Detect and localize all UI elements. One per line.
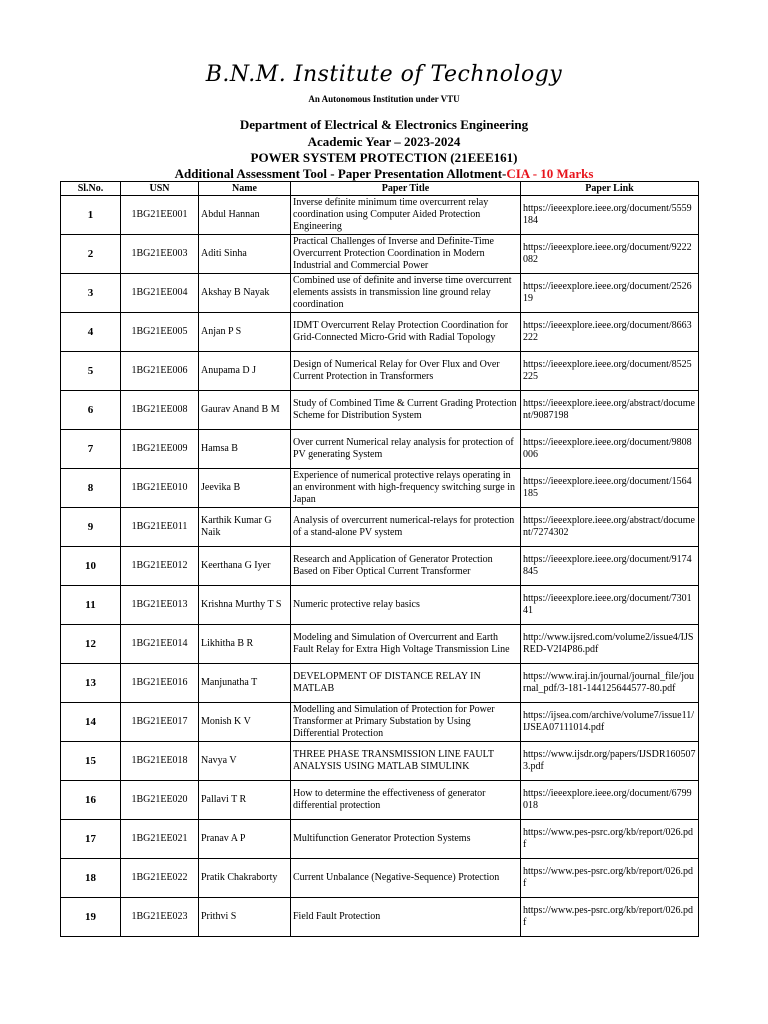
- cell-paper-link[interactable]: https://ieeexplore.ieee.org/document/8525225: [521, 352, 699, 391]
- cell-name: Anjan P S: [199, 313, 291, 352]
- cell-usn: 1BG21EE023: [121, 898, 199, 937]
- cell-slno: 19: [61, 898, 121, 937]
- cell-slno: 18: [61, 859, 121, 898]
- cell-slno: 11: [61, 586, 121, 625]
- cell-name: Navya V: [199, 742, 291, 781]
- column-header-slno: Sl.No.: [61, 182, 121, 196]
- cell-paper-title: Combined use of definite and inverse time overcurrent elements assists in transmission line ground relay coordination: [291, 274, 521, 313]
- column-header-paper-title: Paper Title: [291, 182, 521, 196]
- cell-slno: 13: [61, 664, 121, 703]
- table-row: [61, 625, 699, 664]
- cell-paper-link[interactable]: https://ieeexplore.ieee.org/document/5559184: [521, 196, 699, 235]
- cell-name: Hamsa B: [199, 430, 291, 469]
- cell-name: Likhitha B R: [199, 625, 291, 664]
- cell-name: Pratik Chakraborty: [199, 859, 291, 898]
- cell-usn: 1BG21EE011: [121, 508, 199, 547]
- table-row: [61, 742, 699, 781]
- cell-usn: 1BG21EE021: [121, 820, 199, 859]
- cell-paper-title: Experience of numerical protective relays operating in an environment with high-frequency switching surge in Japan: [291, 469, 521, 508]
- cell-paper-link[interactable]: https://www.pes-psrc.org/kb/report/026.pdf: [521, 859, 699, 898]
- cell-paper-link[interactable]: https://www.pes-psrc.org/kb/report/026.pdf: [521, 820, 699, 859]
- table-row: [61, 703, 699, 742]
- table-row: [61, 313, 699, 352]
- cell-slno: 12: [61, 625, 121, 664]
- cia-marks: CIA - 10 Marks: [506, 166, 594, 181]
- institute-subtitle: An Autonomous Institution under VTU: [308, 94, 460, 104]
- cell-paper-title: Design of Numerical Relay for Over Flux and Over Current Protection in Transformers: [291, 352, 521, 391]
- table-row: [61, 196, 699, 235]
- cell-paper-link[interactable]: https://ieeexplore.ieee.org/document/6799018: [521, 781, 699, 820]
- cell-name: Gaurav Anand B M: [199, 391, 291, 430]
- cell-name: Jeevika B: [199, 469, 291, 508]
- cell-paper-title: Research and Application of Generator Protection Based on Fiber Optical Current Transformer: [291, 547, 521, 586]
- cell-paper-title: THREE PHASE TRANSMISSION LINE FAULT ANALYSIS USING MATLAB SIMULINK: [291, 742, 521, 781]
- table-body: [61, 196, 699, 937]
- table-row: [61, 664, 699, 703]
- table-row: [61, 781, 699, 820]
- cell-usn: 1BG21EE014: [121, 625, 199, 664]
- assessment-tool-line: [0, 165, 768, 182]
- cell-name: Krishna Murthy T S: [199, 586, 291, 625]
- table-row: [61, 508, 699, 547]
- cell-paper-link[interactable]: https://www.iraj.in/journal/journal_file/journal_pdf/3-181-144125644577-80.pdf: [521, 664, 699, 703]
- cell-paper-link[interactable]: https://ieeexplore.ieee.org/document/1564185: [521, 469, 699, 508]
- cell-usn: 1BG21EE008: [121, 391, 199, 430]
- cell-paper-link[interactable]: https://ieeexplore.ieee.org/abstract/document/9087198: [521, 391, 699, 430]
- cell-usn: 1BG21EE003: [121, 235, 199, 274]
- table-row: [61, 586, 699, 625]
- column-header-usn: USN: [121, 182, 199, 196]
- cell-slno: 6: [61, 391, 121, 430]
- table-row: [61, 820, 699, 859]
- institute-name: B.N.M. Institute of Technology: [205, 62, 563, 87]
- cell-slno: 14: [61, 703, 121, 742]
- cell-slno: 16: [61, 781, 121, 820]
- cell-usn: 1BG21EE012: [121, 547, 199, 586]
- cell-paper-link[interactable]: https://ieeexplore.ieee.org/abstract/document/7274302: [521, 508, 699, 547]
- cell-name: Pranav A P: [199, 820, 291, 859]
- allotment-table: [60, 181, 699, 937]
- table-row: [61, 391, 699, 430]
- cell-paper-link[interactable]: http://www.ijsred.com/volume2/issue4/IJSRED-V2I4P86.pdf: [521, 625, 699, 664]
- table-row: [61, 235, 699, 274]
- cell-slno: 9: [61, 508, 121, 547]
- cell-paper-title: Practical Challenges of Inverse and Definite-Time Overcurrent Protection Coordination in Modern Industrial and Commercial Power: [291, 235, 521, 274]
- cell-paper-title: Current Unbalance (Negative-Sequence) Protection: [291, 859, 521, 898]
- cell-usn: 1BG21EE010: [121, 469, 199, 508]
- cell-usn: 1BG21EE009: [121, 430, 199, 469]
- table-row: [61, 898, 699, 937]
- cell-paper-title: Over current Numerical relay analysis for protection of PV generating System: [291, 430, 521, 469]
- cell-name: Abdul Hannan: [199, 196, 291, 235]
- cell-paper-link[interactable]: https://ieeexplore.ieee.org/document/8663222: [521, 313, 699, 352]
- course-title: POWER SYSTEM PROTECTION (21EEE161): [250, 150, 518, 165]
- cell-paper-title: How to determine the effectiveness of generator differential protection: [291, 781, 521, 820]
- academic-year: Academic Year – 2023-2024: [307, 134, 461, 149]
- cell-paper-title: Study of Combined Time & Current Grading Protection Scheme for Distribution System: [291, 391, 521, 430]
- table-row: [61, 859, 699, 898]
- cell-slno: 1: [61, 196, 121, 235]
- table-row: [61, 352, 699, 391]
- cell-paper-title: Modelling and Simulation of Protection for Power Transformer at Primary Substation by Using Differential Protection: [291, 703, 521, 742]
- table-row: [61, 469, 699, 508]
- cell-name: Keerthana G Iyer: [199, 547, 291, 586]
- cell-usn: 1BG21EE020: [121, 781, 199, 820]
- cell-name: Akshay B Nayak: [199, 274, 291, 313]
- cell-usn: 1BG21EE001: [121, 196, 199, 235]
- cell-usn: 1BG21EE005: [121, 313, 199, 352]
- cell-paper-link[interactable]: https://ieeexplore.ieee.org/document/9174845: [521, 547, 699, 586]
- cell-paper-link[interactable]: https://ieeexplore.ieee.org/document/9222082: [521, 235, 699, 274]
- cell-slno: 5: [61, 352, 121, 391]
- cell-slno: 15: [61, 742, 121, 781]
- cell-name: Monish K V: [199, 703, 291, 742]
- cell-paper-title: IDMT Overcurrent Relay Protection Coordination for Grid-Connected Micro-Grid with Radial Topology: [291, 313, 521, 352]
- cell-slno: 17: [61, 820, 121, 859]
- cell-paper-link[interactable]: https://www.ijsdr.org/papers/IJSDR1605073.pdf: [521, 742, 699, 781]
- cell-usn: 1BG21EE006: [121, 352, 199, 391]
- cell-name: Anupama D J: [199, 352, 291, 391]
- cell-usn: 1BG21EE004: [121, 274, 199, 313]
- cell-paper-title: DEVELOPMENT OF DISTANCE RELAY IN MATLAB: [291, 664, 521, 703]
- column-header-paper-link: Paper Link: [521, 182, 699, 196]
- cell-name: Manjunatha T: [199, 664, 291, 703]
- cell-usn: 1BG21EE016: [121, 664, 199, 703]
- cell-usn: 1BG21EE017: [121, 703, 199, 742]
- cell-usn: 1BG21EE013: [121, 586, 199, 625]
- cell-slno: 8: [61, 469, 121, 508]
- cell-paper-title: Multifunction Generator Protection Systems: [291, 820, 521, 859]
- cell-paper-title: Inverse definite minimum time overcurrent relay coordination using Computer Aided Protection Engineering: [291, 196, 521, 235]
- cell-usn: 1BG21EE018: [121, 742, 199, 781]
- cell-slno: 4: [61, 313, 121, 352]
- cell-slno: 7: [61, 430, 121, 469]
- cell-paper-title: Analysis of overcurrent numerical-relays for protection of a stand-alone PV system: [291, 508, 521, 547]
- cell-usn: 1BG21EE022: [121, 859, 199, 898]
- cell-paper-title: Field Fault Protection: [291, 898, 521, 937]
- cell-paper-title: Numeric protective relay basics: [291, 586, 521, 625]
- department-heading: Department of Electrical & Electronics Engineering: [239, 117, 529, 132]
- assessment-tool-text: Additional Assessment Tool - Paper Presentation Allotment-: [174, 166, 507, 181]
- cell-paper-link[interactable]: https://ieeexplore.ieee.org/document/252619: [521, 274, 699, 313]
- column-header-name: Name: [199, 182, 291, 196]
- table-row: [61, 274, 699, 313]
- table-row: [61, 547, 699, 586]
- cell-slno: 2: [61, 235, 121, 274]
- cell-name: Prithvi S: [199, 898, 291, 937]
- cell-paper-link[interactable]: https://ieeexplore.ieee.org/document/730141: [521, 586, 699, 625]
- cell-paper-title: Modeling and Simulation of Overcurrent and Earth Fault Relay for Extra High Voltage Transmission Line: [291, 625, 521, 664]
- cell-name: Aditi Sinha: [199, 235, 291, 274]
- table-row: [61, 430, 699, 469]
- cell-name: Karthik Kumar G Naik: [199, 508, 291, 547]
- cell-name: Pallavi T R: [199, 781, 291, 820]
- cell-paper-link[interactable]: https://ijsea.com/archive/volume7/issue11/IJSEA07111014.pdf: [521, 703, 699, 742]
- cell-slno: 10: [61, 547, 121, 586]
- cell-slno: 3: [61, 274, 121, 313]
- cell-paper-link[interactable]: https://ieeexplore.ieee.org/document/9808006: [521, 430, 699, 469]
- table-header-row: [61, 182, 699, 196]
- cell-paper-link[interactable]: https://www.pes-psrc.org/kb/report/026.pdf: [521, 898, 699, 937]
